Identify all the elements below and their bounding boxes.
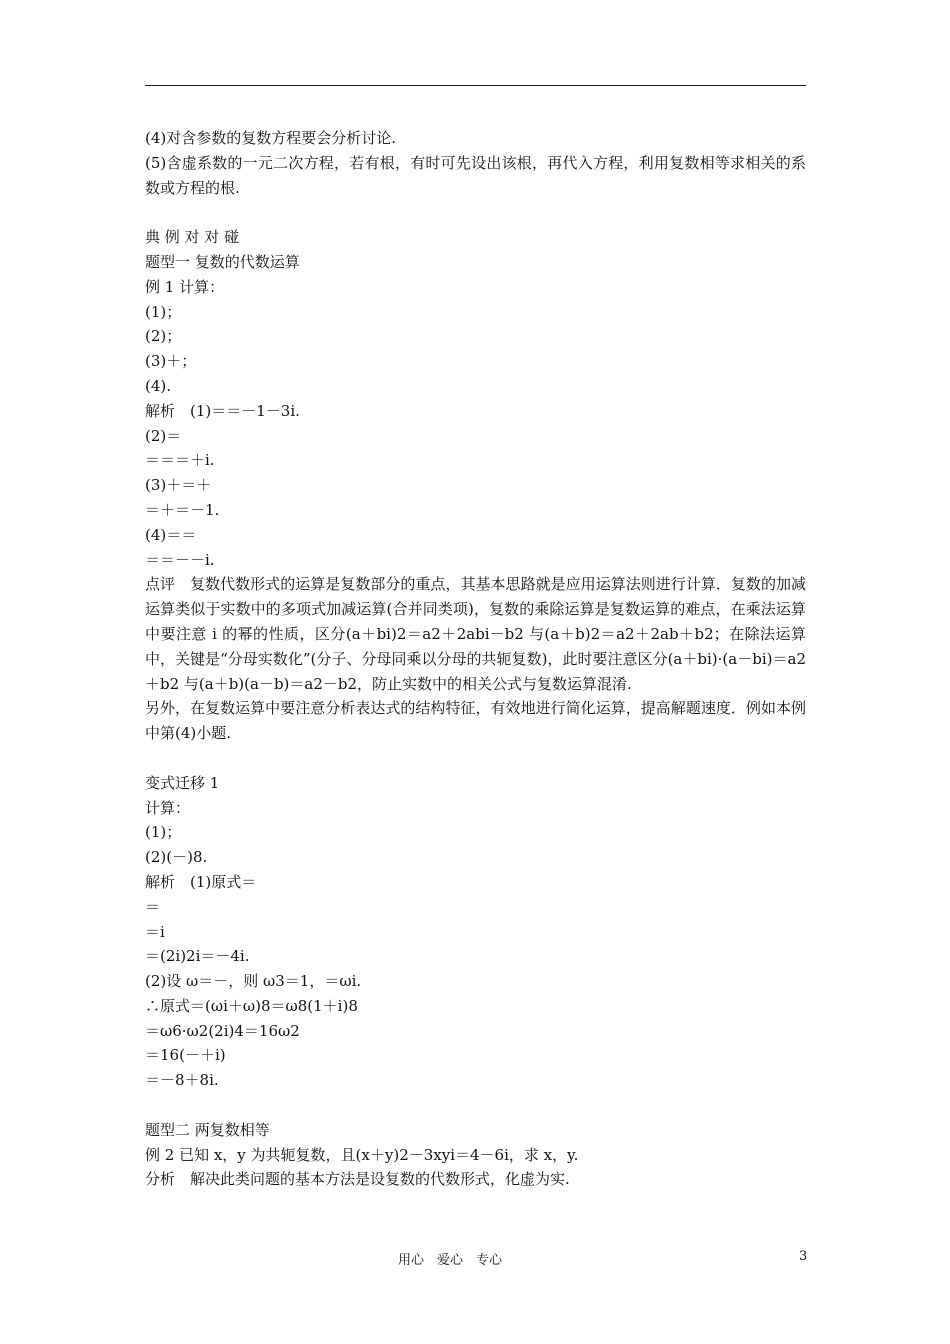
page-number: 3 [799,1249,808,1264]
solution-line: ＝i [145,922,165,941]
calc-label: 计算： [145,798,191,817]
paragraph: (5)含虚系数的一元二次方程，若有根，有时可先设出该根，再代入方程，利用复数相等求相关的系数或方程的根. [145,153,806,197]
solution-line: ＝ [145,897,161,916]
document-body [145,126,806,1192]
question-item: (2)； [145,327,182,346]
solution-line: ＝＝＝＋i. [145,451,215,470]
solution-line: ＝－8＋8i. [145,1071,219,1090]
solution-line: ∴原式＝(ωi＋ω)8＝ω8(1＋i)8 [145,996,358,1015]
example-title: 例 2 已知 x，y 为共轭复数，且(x＋y)2－3xyi＝4－6i，求 x，y. [145,1145,579,1164]
analysis-line: 分析 解决此类问题的基本方法是设复数的代数形式，化虚为实. [145,1170,570,1189]
question-item: (1)； [145,302,182,321]
question-item: (2)(－)8. [145,848,208,867]
solution-line: ＝＋＝－1. [145,500,220,519]
variation-title: 变式迁移 1 [145,773,220,792]
solution-line: 解析 (1)原式＝ [145,872,257,891]
paragraph: (4)对含参数的复数方程要会分析讨论. [145,129,397,147]
comment-paragraph: 点评 复数代数形式的运算是复数部分的重点，其基本思路就是应用运算法则进行计算．复数的加减运算类似于实数中的多项式加减运算(合并同类项)，复数的乘除运算是复数运算的难点，在乘法运算中要注意 i 的幂的性质，区分(a＋bi)2＝a2＋2abi－b2 与(a＋b)2＝a2＋2ab＋b2；在除法运算中，关键是“分母实数化”(分子、分母同乘以分母的共轭复数)，此时要注意区分(a＋bi)·(a－bi)＝a2＋b2 与(a＋b)(a－b)＝a2－b2，防止实数中的相关公式与复数运算混淆. [145,575,806,693]
section-heading: 典 例 对 对 碰 [145,228,240,247]
solution-line: ＝＝－－i. [145,550,215,569]
solution-line: ＝(2i)2i＝－4i. [145,947,250,966]
example-title: 例 1 计算： [145,277,225,296]
solution-line: (4)＝＝ [145,525,197,544]
question-item: (3)＋； [145,352,197,371]
solution-line: ＝ω6·ω2(2i)4＝16ω2 [145,1021,300,1040]
question-item: (4). [145,376,172,395]
footer-motto: 用心 爱心 专心 [398,1253,503,1268]
question-item: (1)； [145,823,182,842]
solution-line: (2)设 ω＝－，则 ω3＝1，＝ωi. [145,972,362,991]
header-rule [145,85,806,86]
solution-line: (3)＋＝＋ [145,476,212,495]
note-paragraph: 另外，在复数运算中要注意分析表达式的结构特征，有效地进行简化运算，提高解题速度．例如本例中第(4)小题. [145,699,806,743]
solution-line: ＝16(－＋i) [145,1046,226,1065]
solution-line: 解析 (1)＝＝－1－3i. [145,401,300,420]
problem-type-title: 题型一 复数的代数运算 [145,252,300,271]
problem-type-title: 题型二 两复数相等 [145,1120,270,1139]
solution-line: (2)＝ [145,426,182,445]
